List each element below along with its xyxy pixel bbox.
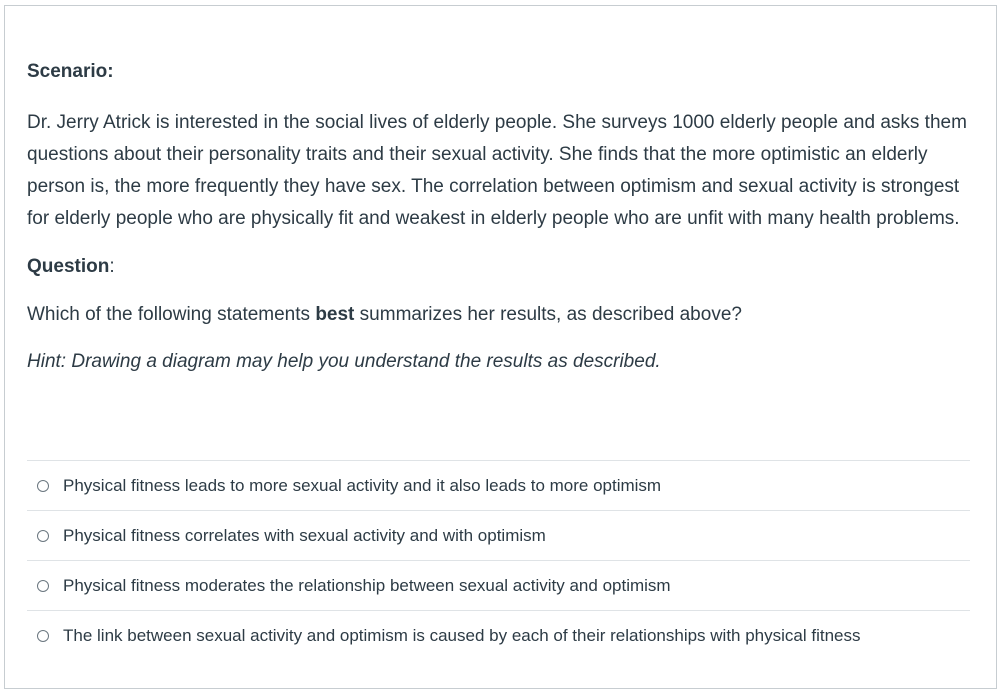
scenario-heading: Scenario:: [27, 61, 114, 82]
answer-label: Physical fitness leads to more sexual activity and it also leads to more optimism: [63, 475, 662, 495]
answer-label: The link between sexual activity and optimism is caused by each of their relationships with physical fitness: [63, 626, 861, 645]
question-hint: Hint: Drawing a diagram may help you understand the results as described.: [27, 351, 661, 372]
question-text-before: Which of the following statements: [27, 304, 316, 325]
answer-list: [27, 460, 970, 661]
question-text-after: summarizes her results, as described above?: [354, 304, 742, 325]
question-heading-label: Question: [27, 256, 110, 277]
answer-option-4[interactable]: [27, 611, 970, 661]
answer-option-1[interactable]: [27, 461, 970, 511]
radio-button[interactable]: [37, 530, 49, 542]
question-content: [27, 60, 967, 374]
radio-button[interactable]: [37, 630, 49, 642]
answer-label: Physical fitness correlates with sexual activity and with optimism: [63, 525, 546, 545]
answer-label: Physical fitness moderates the relationship between sexual activity and optimism: [63, 575, 671, 595]
radio-button[interactable]: [37, 480, 49, 492]
scenario-text: Dr. Jerry Atrick is interested in the social lives of elderly people. She surveys 1000 elderly people and asks them questions about their personality traits and their sexual activity. She finds that the more optimistic an elderly person is, the more frequently they have sex. The correlation between optimism and sexual activity is strongest for elderly people who are physically fit and weakest in elderly people who are unfit with many health problems.: [27, 112, 967, 229]
question-text: [27, 303, 967, 327]
question-text-bold: best: [315, 304, 355, 325]
question-heading: [27, 255, 967, 279]
radio-button[interactable]: [37, 580, 49, 592]
answer-option-3[interactable]: [27, 561, 970, 611]
answer-option-2[interactable]: [27, 511, 970, 561]
question-heading-colon: :: [109, 256, 115, 277]
